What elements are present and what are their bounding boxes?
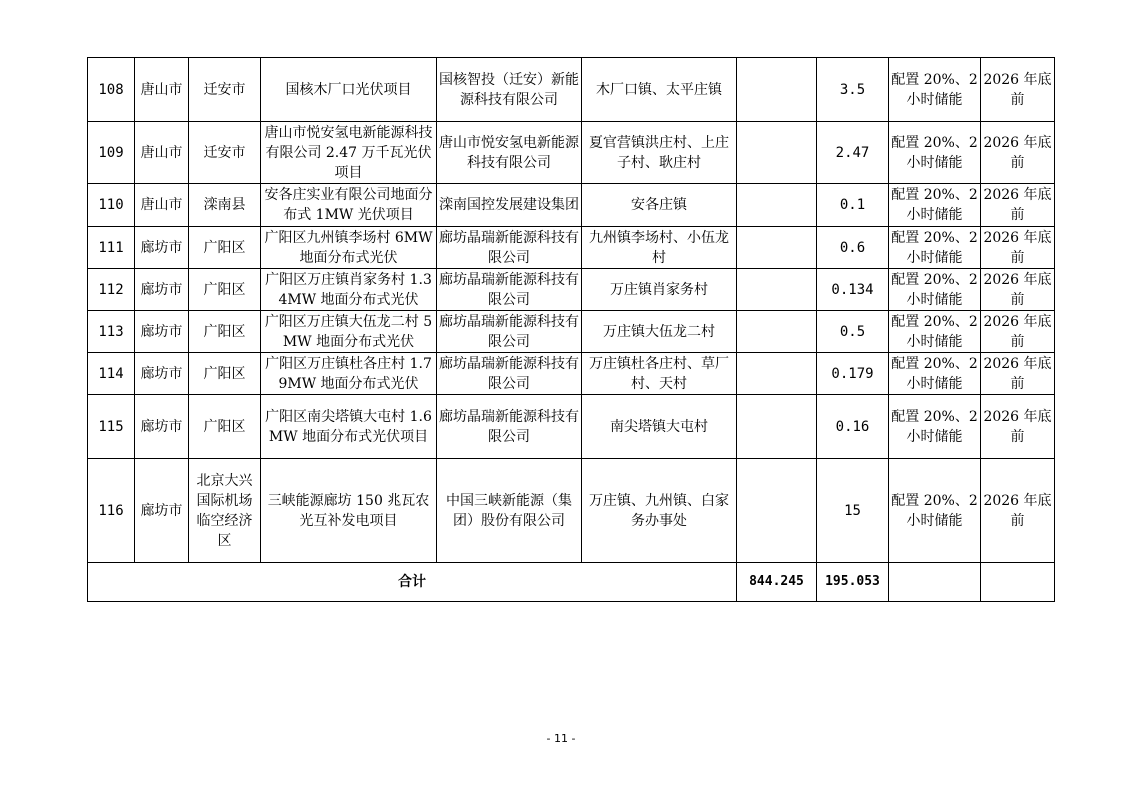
company-name: 廊坊晶瑞新能源科技有限公司 (437, 269, 582, 311)
project-name: 安各庄实业有限公司地面分布式 1MW 光伏项目 (261, 184, 437, 227)
project-name: 广阳区南尖塔镇大屯村 1.6MW 地面分布式光伏项目 (261, 395, 437, 459)
table-row (88, 269, 1055, 311)
company-name: 国核智投（迁安）新能源科技有限公司 (437, 58, 582, 122)
storage-config: 配置 20%、2 小时储能 (889, 311, 981, 353)
deadline-cell: 2026 年底前 (981, 395, 1055, 459)
total-empty-1 (889, 563, 981, 602)
location-cell: 九州镇李场村、小伍龙村 (582, 227, 737, 269)
storage-config: 配置 20%、2 小时储能 (889, 353, 981, 395)
deadline-cell: 2026 年底前 (981, 353, 1055, 395)
capacity-b: 0.5 (817, 311, 889, 353)
city-cell: 唐山市 (135, 184, 189, 227)
storage-config: 配置 20%、2 小时储能 (889, 227, 981, 269)
table-row (88, 227, 1055, 269)
table-row (88, 122, 1055, 184)
project-name: 三峡能源廊坊 150 兆瓦农光互补发电项目 (261, 459, 437, 563)
capacity-b: 0.6 (817, 227, 889, 269)
city-cell: 廊坊市 (135, 311, 189, 353)
company-name: 廊坊晶瑞新能源科技有限公司 (437, 353, 582, 395)
storage-config: 配置 20%、2 小时储能 (889, 395, 981, 459)
storage-config: 配置 20%、2 小时储能 (889, 269, 981, 311)
capacity-a (737, 58, 817, 122)
location-cell: 万庄镇杜各庄村、草厂村、天村 (582, 353, 737, 395)
location-cell: 万庄镇、九州镇、白家务办事处 (582, 459, 737, 563)
deadline-cell: 2026 年底前 (981, 58, 1055, 122)
city-cell: 唐山市 (135, 122, 189, 184)
row-number: 116 (88, 459, 135, 563)
deadline-cell: 2026 年底前 (981, 184, 1055, 227)
company-name: 滦南国控发展建设集团 (437, 184, 582, 227)
capacity-b: 3.5 (817, 58, 889, 122)
county-cell: 广阳区 (189, 395, 261, 459)
capacity-a (737, 353, 817, 395)
city-cell: 廊坊市 (135, 459, 189, 563)
row-number: 111 (88, 227, 135, 269)
deadline-cell: 2026 年底前 (981, 122, 1055, 184)
capacity-a (737, 227, 817, 269)
county-cell: 迁安市 (189, 122, 261, 184)
company-name: 中国三峡新能源（集团）股份有限公司 (437, 459, 582, 563)
project-name: 广阳区万庄镇大伍龙二村 5MW 地面分布式光伏 (261, 311, 437, 353)
capacity-a (737, 122, 817, 184)
county-cell: 迁安市 (189, 58, 261, 122)
total-empty-2 (981, 563, 1055, 602)
company-name: 廊坊晶瑞新能源科技有限公司 (437, 395, 582, 459)
capacity-b: 0.16 (817, 395, 889, 459)
capacity-a (737, 395, 817, 459)
table-row (88, 353, 1055, 395)
table-row (88, 184, 1055, 227)
county-cell: 北京大兴国际机场临空经济区 (189, 459, 261, 563)
county-cell: 广阳区 (189, 311, 261, 353)
table-row (88, 395, 1055, 459)
deadline-cell: 2026 年底前 (981, 459, 1055, 563)
capacity-a (737, 269, 817, 311)
county-cell: 广阳区 (189, 227, 261, 269)
location-cell: 南尖塔镇大屯村 (582, 395, 737, 459)
capacity-b: 0.1 (817, 184, 889, 227)
deadline-cell: 2026 年底前 (981, 311, 1055, 353)
storage-config: 配置 20%、2 小时储能 (889, 459, 981, 563)
deadline-cell: 2026 年底前 (981, 227, 1055, 269)
company-name: 廊坊晶瑞新能源科技有限公司 (437, 227, 582, 269)
project-name: 国核木厂口光伏项目 (261, 58, 437, 122)
table-row (88, 58, 1055, 122)
storage-config: 配置 20%、2 小时储能 (889, 58, 981, 122)
total-label: 合计 (88, 563, 737, 602)
row-number: 112 (88, 269, 135, 311)
city-cell: 唐山市 (135, 58, 189, 122)
storage-config: 配置 20%、2 小时储能 (889, 184, 981, 227)
capacity-a (737, 459, 817, 563)
project-name: 广阳区万庄镇杜各庄村 1.79MW 地面分布式光伏 (261, 353, 437, 395)
location-cell: 万庄镇大伍龙二村 (582, 311, 737, 353)
table-row (88, 459, 1055, 563)
total-cap-a: 844.245 (737, 563, 817, 602)
deadline-cell: 2026 年底前 (981, 269, 1055, 311)
page-number: - 11 - (546, 732, 576, 745)
row-number: 108 (88, 58, 135, 122)
capacity-b: 0.179 (817, 353, 889, 395)
county-cell: 广阳区 (189, 269, 261, 311)
county-cell: 滦南县 (189, 184, 261, 227)
capacity-b: 0.134 (817, 269, 889, 311)
capacity-b: 15 (817, 459, 889, 563)
capacity-a (737, 311, 817, 353)
row-number: 109 (88, 122, 135, 184)
capacity-a (737, 184, 817, 227)
county-cell: 广阳区 (189, 353, 261, 395)
project-name: 广阳区九州镇李场村 6MW 地面分布式光伏 (261, 227, 437, 269)
company-name: 廊坊晶瑞新能源科技有限公司 (437, 311, 582, 353)
company-name: 唐山市悦安氢电新能源科技有限公司 (437, 122, 582, 184)
location-cell: 万庄镇肖家务村 (582, 269, 737, 311)
project-name: 唐山市悦安氢电新能源科技有限公司 2.47 万千瓦光伏项目 (261, 122, 437, 184)
city-cell: 廊坊市 (135, 353, 189, 395)
row-number: 113 (88, 311, 135, 353)
city-cell: 廊坊市 (135, 395, 189, 459)
row-number: 115 (88, 395, 135, 459)
city-cell: 廊坊市 (135, 269, 189, 311)
total-row (88, 563, 1055, 602)
row-number: 110 (88, 184, 135, 227)
location-cell: 木厂口镇、太平庄镇 (582, 58, 737, 122)
storage-config: 配置 20%、2 小时储能 (889, 122, 981, 184)
table-row (88, 311, 1055, 353)
capacity-b: 2.47 (817, 122, 889, 184)
city-cell: 廊坊市 (135, 227, 189, 269)
total-cap-b: 195.053 (817, 563, 889, 602)
location-cell: 夏官营镇洪庄村、上庄子村、耿庄村 (582, 122, 737, 184)
project-table (87, 57, 1055, 602)
row-number: 114 (88, 353, 135, 395)
location-cell: 安各庄镇 (582, 184, 737, 227)
project-name: 广阳区万庄镇肖家务村 1.34MW 地面分布式光伏 (261, 269, 437, 311)
